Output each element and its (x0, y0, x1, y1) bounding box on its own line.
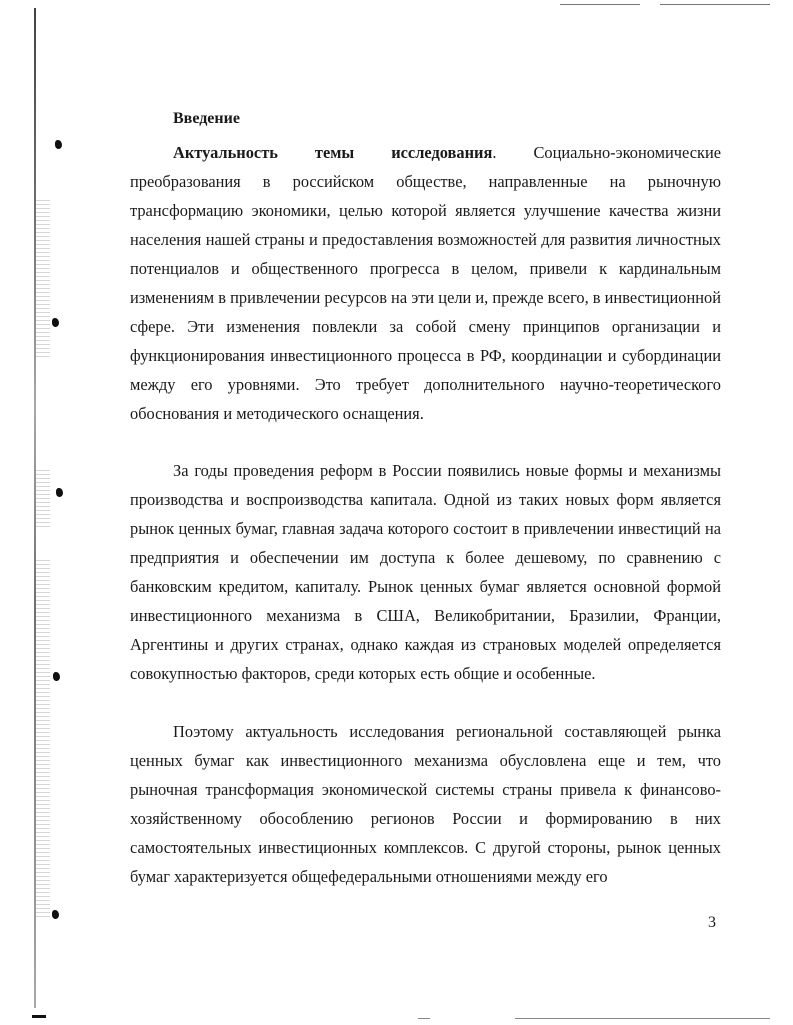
scan-noise (36, 560, 50, 920)
paragraph-regional: Поэтому актуальность исследования региональной составляющей рынка ценных бумаг как инвестиционного механизма обусловлена еще и тем, что рыночная трансформация экономической системы страны привела к финансово-хозяйственному обособлению регионов России и формированию в них самостоятельных инвестиционных комплексов. С другой стороны, рынок ценных бумаг характеризуется общефедеральными отношениями между его (130, 722, 721, 886)
section-heading: Введение (173, 110, 240, 127)
punch-hole-mark (56, 488, 63, 497)
punch-hole-mark (55, 140, 62, 149)
scan-bottom-line (515, 1018, 770, 1019)
paragraph-lead-punct: . (492, 143, 497, 162)
scan-bottom-line (418, 1018, 430, 1019)
scan-noise (36, 200, 50, 360)
paragraph-lead: Актуальность темы исследования (173, 143, 493, 162)
scan-corner-mark (32, 1015, 46, 1018)
paragraph-body: Социально-экономические преобразования в российском обществе, направленные на рыночную трансформацию экономики, целью которой является улучшение качества жизни населения нашей страны и предоставления возможностей для развития личностных потенциалов и общественного прогресса в целом, привели к кардинальным изменениям в привлечении ресурсов на эти цели и, прежде всего, в инвестиционной сфере. Эти изменения повлекли за собой смену принципов организации и функционирования инвестиционного процесса в РФ, координации и субординации между его уровнями. Это требует дополнительного научно-теоретического обоснования и методического оснащения. (130, 143, 722, 423)
page-number: 3 (708, 914, 716, 931)
scan-noise (36, 470, 50, 530)
paragraph-reforms: За годы проведения реформ в России появились новые формы и механизмы производства и воспроизводства капитала. Одной из таких новых форм является рынок ценных бумаг, главная задача которого состоит в привлечении инвестиций на предприятия и обеспечении им доступа к более дешевому, по сравнению с банковским кредитом, капиталу. Рынок ценных бумаг является основной формой инвестиционного механизма в США, Великобритании, Бразилии, Франции, Аргентины и других странах, однако каждая из страновых моделей определяется совокупностью факторов, среди которых есть общие и особенные. (130, 461, 721, 683)
scan-top-line (560, 4, 640, 5)
punch-hole-mark (52, 910, 59, 919)
punch-hole-mark (53, 672, 60, 681)
scan-top-line (660, 4, 770, 5)
paragraph-relevance (130, 138, 721, 428)
punch-hole-mark (52, 318, 59, 327)
